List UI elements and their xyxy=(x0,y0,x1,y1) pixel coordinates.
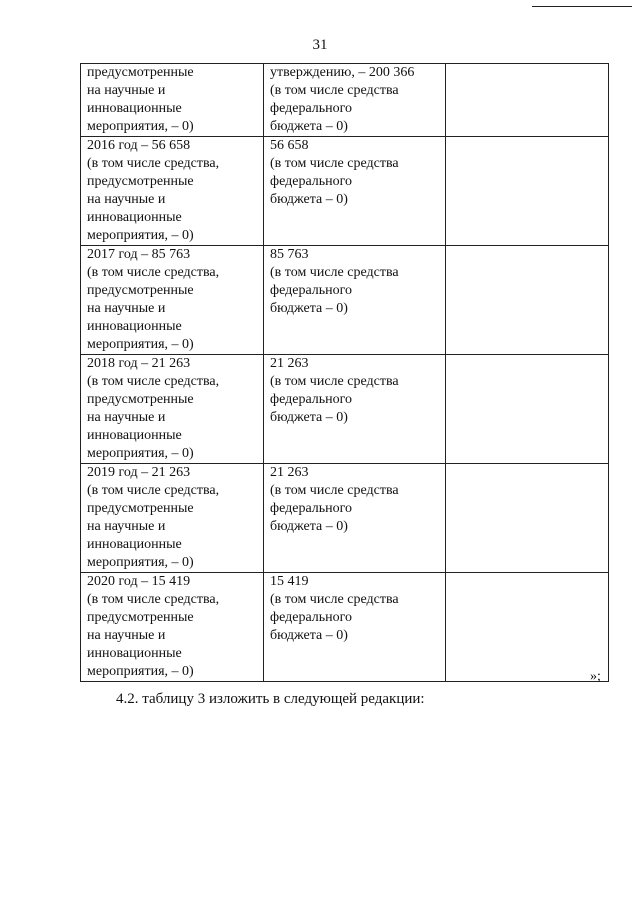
cell-empty xyxy=(446,573,609,682)
cell-text-line: (в том числе средства xyxy=(270,592,399,607)
cell-total-by-year xyxy=(81,464,264,573)
cell-total-by-year xyxy=(81,246,264,355)
cell-amount xyxy=(264,246,446,355)
cell-amount xyxy=(264,64,446,137)
cell-text-line: утверждению, – 200 366 xyxy=(270,65,415,80)
cell-text-line: мероприятия, – 0) xyxy=(87,446,194,461)
cell-text-line: (в том числе средства xyxy=(270,156,399,171)
table-row xyxy=(81,464,609,573)
cell-text-line: (в том числе средства xyxy=(270,483,399,498)
cell-empty xyxy=(446,137,609,246)
cell-empty xyxy=(446,246,609,355)
cell-text-line: федерального xyxy=(270,101,353,116)
cell-text-line: инновационные xyxy=(87,101,182,116)
cell-text-line: инновационные xyxy=(87,537,182,552)
cell-text-line: федерального xyxy=(270,610,353,625)
cell-text-line: (в том числе средства, xyxy=(87,592,220,607)
cell-text-line: 21 263 xyxy=(270,356,309,371)
cell-text-line: на научные и xyxy=(87,301,166,316)
header-rule xyxy=(532,6,632,7)
page-number: 31 xyxy=(312,37,328,53)
cell-text-line: (в том числе средства xyxy=(270,83,399,98)
cell-text-line: 2018 год – 21 263 xyxy=(87,356,191,371)
cell-amount xyxy=(264,355,446,464)
cell-text-line: бюджета – 0) xyxy=(270,410,348,425)
cell-text-line: 15 419 xyxy=(270,574,309,589)
cell-text-line: бюджета – 0) xyxy=(270,519,348,534)
cell-text-line: бюджета – 0) xyxy=(270,628,348,643)
cell-text-line: на научные и xyxy=(87,628,166,643)
cell-empty xyxy=(446,355,609,464)
cell-text-line: инновационные xyxy=(87,428,182,443)
cell-text-line: бюджета – 0) xyxy=(270,192,348,207)
cell-total-by-year xyxy=(81,355,264,464)
cell-text-line: предусмотренные xyxy=(87,501,194,516)
financing-table xyxy=(80,63,609,682)
cell-text-line: инновационные xyxy=(87,646,182,661)
cell-text-line: (в том числе средства xyxy=(270,265,399,280)
table-body xyxy=(81,64,609,682)
closing-quote: »; xyxy=(590,669,601,684)
amendment-instruction: 4.2. таблицу 3 изложить в следующей редакции: xyxy=(116,691,425,707)
cell-text-line: бюджета – 0) xyxy=(270,301,348,316)
table-row xyxy=(81,64,609,137)
cell-amount xyxy=(264,573,446,682)
cell-total-by-year xyxy=(81,137,264,246)
cell-text-line: на научные и xyxy=(87,410,166,425)
cell-text-line: бюджета – 0) xyxy=(270,119,348,134)
cell-text-line: федерального xyxy=(270,283,353,298)
cell-text-line: на научные и xyxy=(87,192,166,207)
cell-text-line: мероприятия, – 0) xyxy=(87,228,194,243)
cell-text-line: инновационные xyxy=(87,210,182,225)
cell-total-by-year xyxy=(81,573,264,682)
cell-empty xyxy=(446,64,609,137)
cell-text-line: 2020 год – 15 419 xyxy=(87,574,191,589)
cell-text-line: инновационные xyxy=(87,319,182,334)
cell-text-line: мероприятия, – 0) xyxy=(87,337,194,352)
cell-text-line: мероприятия, – 0) xyxy=(87,119,194,134)
cell-amount xyxy=(264,464,446,573)
cell-text-line: (в том числе средства, xyxy=(87,374,220,389)
cell-empty xyxy=(446,464,609,573)
cell-total-by-year xyxy=(81,64,264,137)
cell-text-line: 2016 год – 56 658 xyxy=(87,138,191,153)
cell-text-line: 2017 год – 85 763 xyxy=(87,247,191,262)
cell-text-line: предусмотренные xyxy=(87,65,194,80)
table-row xyxy=(81,355,609,464)
cell-text-line: на научные и xyxy=(87,519,166,534)
cell-text-line: федерального xyxy=(270,174,353,189)
table-row xyxy=(81,573,609,682)
cell-text-line: мероприятия, – 0) xyxy=(87,555,194,570)
cell-text-line: предусмотренные xyxy=(87,174,194,189)
cell-text-line: мероприятия, – 0) xyxy=(87,664,194,679)
cell-amount xyxy=(264,137,446,246)
cell-text-line: (в том числе средства, xyxy=(87,156,220,171)
cell-text-line: 21 263 xyxy=(270,465,309,480)
cell-text-line: предусмотренные xyxy=(87,610,194,625)
cell-text-line: предусмотренные xyxy=(87,283,194,298)
cell-text-line: 85 763 xyxy=(270,247,309,262)
cell-text-line: федерального xyxy=(270,392,353,407)
table-row xyxy=(81,246,609,355)
cell-text-line: 2019 год – 21 263 xyxy=(87,465,191,480)
table-row xyxy=(81,137,609,246)
cell-text-line: на научные и xyxy=(87,83,166,98)
cell-text-line: (в том числе средства, xyxy=(87,483,220,498)
cell-text-line: (в том числе средства xyxy=(270,374,399,389)
cell-text-line: (в том числе средства, xyxy=(87,265,220,280)
cell-text-line: 56 658 xyxy=(270,138,309,153)
cell-text-line: предусмотренные xyxy=(87,392,194,407)
cell-text-line: федерального xyxy=(270,501,353,516)
